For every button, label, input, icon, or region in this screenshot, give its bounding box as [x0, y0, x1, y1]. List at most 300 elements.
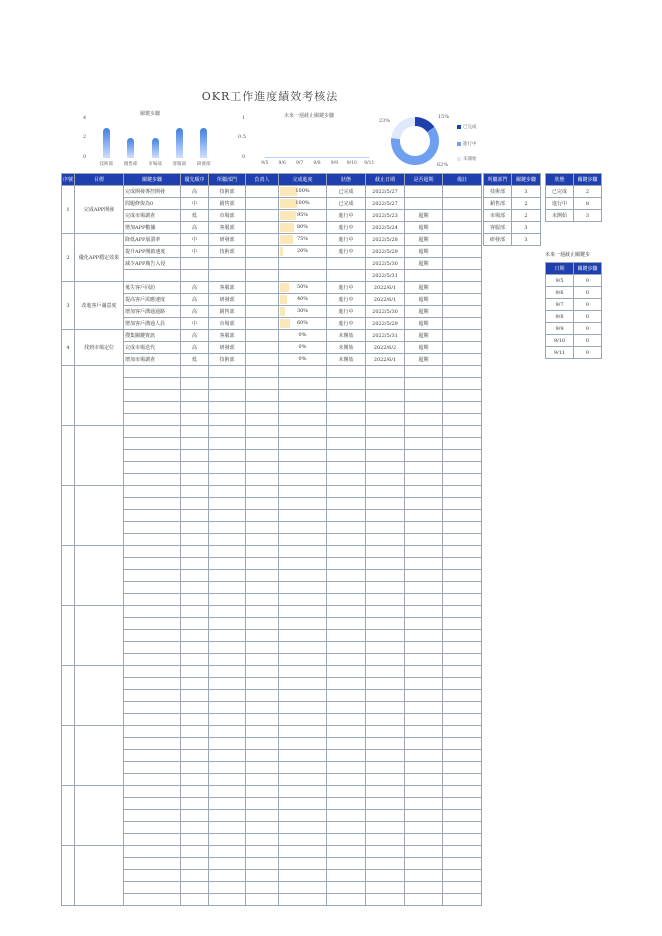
empty-cell[interactable] — [279, 498, 327, 510]
empty-cell[interactable] — [327, 882, 366, 894]
empty-cell[interactable] — [279, 678, 327, 690]
table-cell[interactable]: 增加客戶溝通通路 — [124, 306, 181, 318]
table-cell[interactable]: 技術部 — [209, 354, 246, 366]
table-cell[interactable]: 9/10 — [546, 335, 574, 347]
empty-cell[interactable] — [279, 774, 327, 786]
table-cell[interactable] — [124, 270, 181, 282]
empty-cell[interactable] — [279, 594, 327, 606]
table-cell[interactable]: 超期 — [405, 342, 443, 354]
empty-cell[interactable] — [279, 450, 327, 462]
table-cell[interactable]: 9/7 — [546, 299, 574, 311]
empty-cell[interactable] — [62, 366, 75, 426]
empty-cell[interactable] — [443, 642, 482, 654]
empty-cell[interactable] — [124, 858, 181, 870]
table-cell[interactable]: 問題修復為0 — [124, 198, 181, 210]
empty-cell[interactable] — [124, 498, 181, 510]
empty-cell[interactable] — [327, 690, 366, 702]
empty-cell[interactable] — [443, 606, 482, 618]
empty-cell[interactable] — [327, 810, 366, 822]
empty-cell[interactable] — [181, 846, 209, 858]
empty-cell[interactable] — [279, 462, 327, 474]
empty-cell[interactable] — [75, 546, 124, 606]
empty-cell[interactable] — [209, 474, 246, 486]
table-cell[interactable] — [405, 270, 443, 282]
empty-cell[interactable] — [366, 894, 405, 906]
empty-cell[interactable] — [279, 690, 327, 702]
empty-cell[interactable] — [327, 522, 366, 534]
empty-cell[interactable] — [443, 558, 482, 570]
table-cell[interactable]: 研發部 — [209, 294, 246, 306]
table-cell[interactable]: 超期 — [405, 246, 443, 258]
empty-cell[interactable] — [181, 606, 209, 618]
empty-cell[interactable] — [443, 378, 482, 390]
empty-cell[interactable] — [246, 666, 279, 678]
empty-cell[interactable] — [124, 870, 181, 882]
table-cell[interactable] — [209, 258, 246, 270]
empty-cell[interactable] — [279, 642, 327, 654]
empty-cell[interactable] — [366, 390, 405, 402]
table-cell[interactable]: 3 — [512, 222, 541, 234]
empty-cell[interactable] — [124, 666, 181, 678]
empty-cell[interactable] — [181, 642, 209, 654]
empty-cell[interactable] — [327, 726, 366, 738]
table-cell[interactable]: 0 — [574, 311, 602, 323]
empty-cell[interactable] — [366, 546, 405, 558]
empty-cell[interactable] — [181, 390, 209, 402]
empty-cell[interactable] — [405, 786, 443, 798]
table-cell[interactable]: 超期 — [405, 222, 443, 234]
empty-cell[interactable] — [209, 786, 246, 798]
empty-cell[interactable] — [246, 690, 279, 702]
empty-cell[interactable] — [246, 594, 279, 606]
empty-cell[interactable] — [62, 426, 75, 486]
empty-cell[interactable] — [443, 534, 482, 546]
empty-cell[interactable] — [279, 366, 327, 378]
empty-cell[interactable] — [443, 666, 482, 678]
table-cell[interactable] — [279, 234, 327, 246]
empty-cell[interactable] — [75, 786, 124, 846]
empty-cell[interactable] — [124, 738, 181, 750]
table-cell[interactable]: 2022/5/28 — [366, 234, 405, 246]
table-cell[interactable]: 超期 — [405, 330, 443, 342]
table-cell[interactable] — [443, 294, 482, 306]
table-cell[interactable]: 2022/5/31 — [366, 270, 405, 282]
table-cell[interactable] — [246, 234, 279, 246]
empty-cell[interactable] — [124, 546, 181, 558]
table-cell[interactable]: 已完成 — [327, 186, 366, 198]
empty-cell[interactable] — [279, 894, 327, 906]
empty-cell[interactable] — [366, 738, 405, 750]
empty-cell[interactable] — [246, 714, 279, 726]
empty-cell[interactable] — [209, 486, 246, 498]
empty-cell[interactable] — [405, 666, 443, 678]
empty-cell[interactable] — [181, 678, 209, 690]
table-cell[interactable]: 0 — [574, 323, 602, 335]
empty-cell[interactable] — [279, 522, 327, 534]
table-cell[interactable]: 優化APP穩定效果 — [75, 234, 124, 282]
table-cell[interactable]: 中 — [181, 198, 209, 210]
empty-cell[interactable] — [181, 738, 209, 750]
empty-cell[interactable] — [279, 510, 327, 522]
table-cell[interactable]: 技術部 — [484, 186, 512, 198]
table-cell[interactable] — [246, 270, 279, 282]
empty-cell[interactable] — [246, 762, 279, 774]
empty-cell[interactable] — [246, 822, 279, 834]
empty-cell[interactable] — [279, 654, 327, 666]
empty-cell[interactable] — [405, 474, 443, 486]
empty-cell[interactable] — [62, 486, 75, 546]
empty-cell[interactable] — [279, 558, 327, 570]
empty-cell[interactable] — [366, 810, 405, 822]
empty-cell[interactable] — [209, 678, 246, 690]
empty-cell[interactable] — [405, 642, 443, 654]
empty-cell[interactable] — [246, 774, 279, 786]
table-cell[interactable]: 增加客戶溝通人員 — [124, 318, 181, 330]
empty-cell[interactable] — [405, 870, 443, 882]
empty-cell[interactable] — [181, 558, 209, 570]
empty-cell[interactable] — [181, 402, 209, 414]
table-cell[interactable] — [443, 222, 482, 234]
empty-cell[interactable] — [279, 486, 327, 498]
empty-cell[interactable] — [443, 582, 482, 594]
empty-cell[interactable] — [443, 894, 482, 906]
table-cell[interactable]: 2022/5/29 — [366, 318, 405, 330]
empty-cell[interactable] — [327, 750, 366, 762]
empty-cell[interactable] — [405, 714, 443, 726]
empty-cell[interactable] — [124, 714, 181, 726]
table-cell[interactable] — [443, 186, 482, 198]
table-cell[interactable]: 搜集關鍵資訊 — [124, 330, 181, 342]
empty-cell[interactable] — [405, 846, 443, 858]
empty-cell[interactable] — [209, 690, 246, 702]
empty-cell[interactable] — [327, 570, 366, 582]
empty-cell[interactable] — [181, 822, 209, 834]
empty-cell[interactable] — [209, 546, 246, 558]
table-cell[interactable] — [279, 246, 327, 258]
empty-cell[interactable] — [124, 834, 181, 846]
empty-cell[interactable] — [246, 414, 279, 426]
table-cell[interactable]: 0 — [574, 287, 602, 299]
empty-cell[interactable] — [405, 534, 443, 546]
empty-cell[interactable] — [75, 846, 124, 906]
empty-cell[interactable] — [327, 462, 366, 474]
empty-cell[interactable] — [246, 642, 279, 654]
empty-cell[interactable] — [124, 450, 181, 462]
empty-cell[interactable] — [124, 762, 181, 774]
empty-cell[interactable] — [75, 366, 124, 426]
empty-cell[interactable] — [443, 690, 482, 702]
empty-cell[interactable] — [327, 390, 366, 402]
table-cell[interactable] — [279, 330, 327, 342]
empty-cell[interactable] — [443, 486, 482, 498]
table-cell[interactable]: 未開始 — [546, 210, 574, 222]
empty-cell[interactable] — [124, 846, 181, 858]
empty-cell[interactable] — [246, 462, 279, 474]
empty-cell[interactable] — [366, 510, 405, 522]
empty-cell[interactable] — [405, 690, 443, 702]
empty-cell[interactable] — [443, 522, 482, 534]
empty-cell[interactable] — [366, 678, 405, 690]
empty-cell[interactable] — [124, 726, 181, 738]
table-cell[interactable]: 研發部 — [209, 234, 246, 246]
table-cell[interactable]: 低 — [181, 354, 209, 366]
empty-cell[interactable] — [443, 438, 482, 450]
empty-cell[interactable] — [405, 822, 443, 834]
table-cell[interactable] — [443, 318, 482, 330]
empty-cell[interactable] — [327, 714, 366, 726]
empty-cell[interactable] — [124, 654, 181, 666]
empty-cell[interactable] — [443, 774, 482, 786]
empty-cell[interactable] — [405, 798, 443, 810]
table-cell[interactable]: 高 — [181, 306, 209, 318]
empty-cell[interactable] — [405, 558, 443, 570]
empty-cell[interactable] — [124, 426, 181, 438]
empty-cell[interactable] — [366, 834, 405, 846]
empty-cell[interactable] — [443, 498, 482, 510]
empty-cell[interactable] — [62, 726, 75, 786]
empty-cell[interactable] — [181, 798, 209, 810]
empty-cell[interactable] — [181, 750, 209, 762]
empty-cell[interactable] — [327, 774, 366, 786]
empty-cell[interactable] — [181, 762, 209, 774]
empty-cell[interactable] — [405, 750, 443, 762]
empty-cell[interactable] — [366, 594, 405, 606]
empty-cell[interactable] — [209, 714, 246, 726]
empty-cell[interactable] — [279, 666, 327, 678]
empty-cell[interactable] — [366, 486, 405, 498]
empty-cell[interactable] — [246, 510, 279, 522]
empty-cell[interactable] — [209, 462, 246, 474]
empty-cell[interactable] — [443, 762, 482, 774]
empty-cell[interactable] — [443, 678, 482, 690]
table-cell[interactable]: 未開始 — [327, 354, 366, 366]
empty-cell[interactable] — [209, 882, 246, 894]
table-cell[interactable]: 9/8 — [546, 311, 574, 323]
table-cell[interactable]: 進行中 — [327, 222, 366, 234]
empty-cell[interactable] — [181, 726, 209, 738]
empty-cell[interactable] — [405, 738, 443, 750]
table-cell[interactable]: 增加市場調查 — [124, 354, 181, 366]
empty-cell[interactable] — [443, 738, 482, 750]
empty-cell[interactable] — [405, 582, 443, 594]
empty-cell[interactable] — [405, 462, 443, 474]
empty-cell[interactable] — [366, 774, 405, 786]
table-cell[interactable]: 2 — [512, 210, 541, 222]
table-cell[interactable]: 2022/5/27 — [366, 186, 405, 198]
table-cell[interactable]: 客服部 — [209, 222, 246, 234]
empty-cell[interactable] — [181, 462, 209, 474]
table-cell[interactable]: 銷售部 — [484, 198, 512, 210]
empty-cell[interactable] — [209, 606, 246, 618]
table-cell[interactable]: 中 — [181, 234, 209, 246]
table-cell[interactable]: 進行中 — [327, 294, 366, 306]
table-cell[interactable] — [443, 234, 482, 246]
table-cell[interactable]: 高 — [181, 294, 209, 306]
table-cell[interactable] — [246, 318, 279, 330]
empty-cell[interactable] — [279, 702, 327, 714]
empty-cell[interactable] — [124, 774, 181, 786]
empty-cell[interactable] — [124, 690, 181, 702]
empty-cell[interactable] — [124, 678, 181, 690]
empty-cell[interactable] — [366, 558, 405, 570]
table-cell[interactable] — [279, 222, 327, 234]
empty-cell[interactable] — [246, 522, 279, 534]
empty-cell[interactable] — [181, 894, 209, 906]
table-cell[interactable] — [327, 258, 366, 270]
table-cell[interactable]: 2022/5/31 — [366, 330, 405, 342]
empty-cell[interactable] — [209, 822, 246, 834]
empty-cell[interactable] — [327, 870, 366, 882]
table-cell[interactable] — [279, 210, 327, 222]
table-cell[interactable]: 2022/5/24 — [366, 222, 405, 234]
empty-cell[interactable] — [181, 570, 209, 582]
empty-cell[interactable] — [209, 750, 246, 762]
empty-cell[interactable] — [279, 726, 327, 738]
empty-cell[interactable] — [366, 762, 405, 774]
empty-cell[interactable] — [181, 366, 209, 378]
empty-cell[interactable] — [327, 510, 366, 522]
empty-cell[interactable] — [366, 474, 405, 486]
table-cell[interactable] — [246, 330, 279, 342]
empty-cell[interactable] — [246, 798, 279, 810]
table-cell[interactable]: 客服部 — [209, 282, 246, 294]
table-cell[interactable]: 8 — [574, 198, 602, 210]
table-cell[interactable]: 超期 — [405, 294, 443, 306]
empty-cell[interactable] — [366, 606, 405, 618]
table-cell[interactable] — [246, 354, 279, 366]
empty-cell[interactable] — [209, 450, 246, 462]
empty-cell[interactable] — [366, 822, 405, 834]
empty-cell[interactable] — [246, 654, 279, 666]
empty-cell[interactable] — [124, 486, 181, 498]
table-cell[interactable]: 進行中 — [546, 198, 574, 210]
empty-cell[interactable] — [327, 378, 366, 390]
empty-cell[interactable] — [209, 426, 246, 438]
table-cell[interactable]: 進行中 — [327, 234, 366, 246]
table-cell[interactable]: 高 — [181, 186, 209, 198]
table-cell[interactable]: 已完成 — [546, 186, 574, 198]
table-cell[interactable]: 找到市場定位 — [75, 330, 124, 366]
table-cell[interactable]: 9/11 — [546, 347, 574, 359]
empty-cell[interactable] — [181, 690, 209, 702]
table-cell[interactable]: 4 — [62, 330, 75, 366]
table-cell[interactable]: 完成市場調查 — [124, 210, 181, 222]
empty-cell[interactable] — [124, 402, 181, 414]
empty-cell[interactable] — [327, 738, 366, 750]
empty-cell[interactable] — [279, 618, 327, 630]
empty-cell[interactable] — [209, 870, 246, 882]
empty-cell[interactable] — [443, 402, 482, 414]
empty-cell[interactable] — [443, 882, 482, 894]
empty-cell[interactable] — [279, 390, 327, 402]
empty-cell[interactable] — [209, 558, 246, 570]
table-cell[interactable] — [246, 258, 279, 270]
empty-cell[interactable] — [405, 774, 443, 786]
empty-cell[interactable] — [366, 654, 405, 666]
empty-cell[interactable] — [124, 438, 181, 450]
empty-cell[interactable] — [366, 846, 405, 858]
table-cell[interactable]: 1 — [62, 186, 75, 234]
empty-cell[interactable] — [405, 630, 443, 642]
table-cell[interactable]: 0 — [574, 275, 602, 287]
table-cell[interactable] — [443, 282, 482, 294]
empty-cell[interactable] — [443, 834, 482, 846]
table-cell[interactable] — [279, 282, 327, 294]
empty-cell[interactable] — [405, 762, 443, 774]
empty-cell[interactable] — [181, 834, 209, 846]
empty-cell[interactable] — [327, 402, 366, 414]
table-cell[interactable]: 中 — [181, 246, 209, 258]
table-cell[interactable]: 超期 — [405, 234, 443, 246]
table-cell[interactable]: 客服部 — [209, 330, 246, 342]
empty-cell[interactable] — [405, 486, 443, 498]
table-cell[interactable] — [443, 210, 482, 222]
table-cell[interactable] — [246, 198, 279, 210]
empty-cell[interactable] — [327, 546, 366, 558]
empty-cell[interactable] — [279, 426, 327, 438]
table-cell[interactable] — [246, 342, 279, 354]
empty-cell[interactable] — [124, 534, 181, 546]
empty-cell[interactable] — [209, 858, 246, 870]
empty-cell[interactable] — [209, 762, 246, 774]
empty-cell[interactable] — [124, 366, 181, 378]
table-cell[interactable] — [327, 270, 366, 282]
table-cell[interactable] — [279, 198, 327, 210]
empty-cell[interactable] — [209, 570, 246, 582]
empty-cell[interactable] — [209, 630, 246, 642]
empty-cell[interactable] — [366, 450, 405, 462]
empty-cell[interactable] — [246, 702, 279, 714]
empty-cell[interactable] — [327, 594, 366, 606]
empty-cell[interactable] — [124, 882, 181, 894]
table-cell[interactable]: 完成開發導控開發 — [124, 186, 181, 198]
empty-cell[interactable] — [405, 438, 443, 450]
table-cell[interactable]: 進行中 — [327, 246, 366, 258]
empty-cell[interactable] — [405, 390, 443, 402]
empty-cell[interactable] — [366, 630, 405, 642]
empty-cell[interactable] — [124, 798, 181, 810]
empty-cell[interactable] — [327, 858, 366, 870]
empty-cell[interactable] — [62, 546, 75, 606]
empty-cell[interactable] — [209, 666, 246, 678]
empty-cell[interactable] — [246, 726, 279, 738]
empty-cell[interactable] — [181, 414, 209, 426]
table-cell[interactable]: 2022/5/23 — [366, 210, 405, 222]
empty-cell[interactable] — [181, 618, 209, 630]
table-cell[interactable]: 蒐失客戶回訪 — [124, 282, 181, 294]
empty-cell[interactable] — [124, 702, 181, 714]
empty-cell[interactable] — [209, 894, 246, 906]
table-cell[interactable]: 超期 — [405, 354, 443, 366]
empty-cell[interactable] — [279, 606, 327, 618]
table-cell[interactable]: 3 — [512, 234, 541, 246]
empty-cell[interactable] — [209, 582, 246, 594]
table-cell[interactable]: 市場部 — [209, 210, 246, 222]
table-cell[interactable]: 增加APP數據 — [124, 222, 181, 234]
empty-cell[interactable] — [443, 810, 482, 822]
empty-cell[interactable] — [405, 426, 443, 438]
empty-cell[interactable] — [246, 498, 279, 510]
table-cell[interactable] — [443, 246, 482, 258]
table-cell[interactable]: 進行中 — [327, 318, 366, 330]
empty-cell[interactable] — [327, 618, 366, 630]
empty-cell[interactable] — [181, 522, 209, 534]
table-cell[interactable]: 0 — [574, 335, 602, 347]
empty-cell[interactable] — [443, 366, 482, 378]
table-cell[interactable] — [443, 198, 482, 210]
empty-cell[interactable] — [124, 630, 181, 642]
empty-cell[interactable] — [246, 450, 279, 462]
